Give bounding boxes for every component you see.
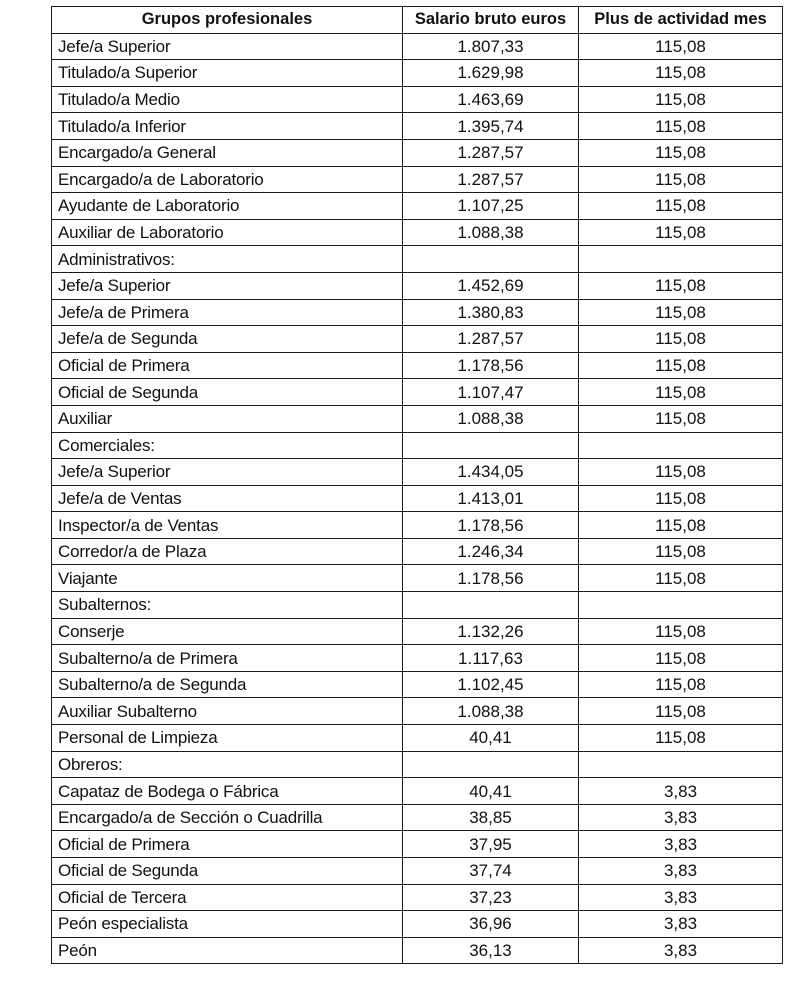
cell-plus: 115,08 [579,485,783,512]
table-row [52,937,783,964]
cell-plus: 115,08 [579,459,783,486]
cell-salario: 1.117,63 [403,645,579,672]
cell-plus: 115,08 [579,565,783,592]
cell-plus: 115,08 [579,219,783,246]
cell-plus [579,751,783,778]
cell-salario: 1.102,45 [403,671,579,698]
cell-plus: 3,83 [579,911,783,938]
cell-plus: 3,83 [579,884,783,911]
cell-salario: 36,13 [403,937,579,964]
cell-grupo: Encargado/a de Sección o Cuadrilla [52,804,403,831]
cell-salario: 1.287,57 [403,166,579,193]
salary-table [51,6,783,964]
table-row [52,33,783,60]
cell-salario: 1.088,38 [403,698,579,725]
cell-grupo: Auxiliar de Laboratorio [52,219,403,246]
cell-plus: 115,08 [579,538,783,565]
table-row [52,804,783,831]
cell-grupo: Encargado/a de Laboratorio [52,166,403,193]
table-row [52,618,783,645]
section-header-row [52,592,783,619]
header-salario: Salario bruto euros [403,7,579,34]
cell-salario: 40,41 [403,725,579,752]
cell-salario: 37,95 [403,831,579,858]
header-grupos: Grupos profesionales [52,7,403,34]
cell-plus: 115,08 [579,645,783,672]
cell-salario: 37,74 [403,858,579,885]
cell-grupo: Conserje [52,618,403,645]
cell-plus: 115,08 [579,113,783,140]
cell-plus: 115,08 [579,512,783,539]
table-row [52,379,783,406]
table-row [52,671,783,698]
table-row [52,538,783,565]
cell-plus: 115,08 [579,166,783,193]
cell-grupo: Subalterno/a de Primera [52,645,403,672]
cell-grupo: Jefe/a de Segunda [52,326,403,353]
cell-salario: 1.088,38 [403,219,579,246]
cell-salario: 1.178,56 [403,565,579,592]
cell-salario: 1.629,98 [403,60,579,87]
cell-plus: 3,83 [579,804,783,831]
cell-plus: 115,08 [579,299,783,326]
cell-plus: 115,08 [579,618,783,645]
section-header-row [52,751,783,778]
cell-grupo: Jefe/a de Ventas [52,485,403,512]
cell-salario [403,246,579,273]
cell-salario: 1.807,33 [403,33,579,60]
cell-plus: 3,83 [579,778,783,805]
cell-plus: 3,83 [579,831,783,858]
cell-salario [403,751,579,778]
cell-grupo: Encargado/a General [52,139,403,166]
cell-salario: 1.178,56 [403,512,579,539]
cell-salario [403,592,579,619]
table-row [52,352,783,379]
header-plus: Plus de actividad mes [579,7,783,34]
cell-plus: 115,08 [579,60,783,87]
cell-salario [403,432,579,459]
cell-grupo: Jefe/a Superior [52,272,403,299]
cell-salario: 1.380,83 [403,299,579,326]
cell-plus: 115,08 [579,671,783,698]
cell-grupo: Viajante [52,565,403,592]
cell-plus [579,592,783,619]
cell-grupo: Capataz de Bodega o Fábrica [52,778,403,805]
table-row [52,831,783,858]
cell-grupo: Ayudante de Laboratorio [52,193,403,220]
cell-grupo: Jefe/a Superior [52,33,403,60]
cell-plus: 115,08 [579,352,783,379]
table-row [52,884,783,911]
cell-plus [579,432,783,459]
section-header-row [52,246,783,273]
cell-grupo: Auxiliar Subalterno [52,698,403,725]
table-row [52,698,783,725]
cell-salario: 40,41 [403,778,579,805]
cell-grupo: Peón especialista [52,911,403,938]
table-row [52,219,783,246]
section-header-row [52,432,783,459]
table-row [52,139,783,166]
table-row [52,858,783,885]
cell-salario: 1.434,05 [403,459,579,486]
cell-plus: 3,83 [579,937,783,964]
cell-grupo: Titulado/a Inferior [52,113,403,140]
cell-grupo: Oficial de Tercera [52,884,403,911]
cell-grupo: Auxiliar [52,405,403,432]
cell-grupo: Oficial de Primera [52,352,403,379]
cell-salario: 1.107,47 [403,379,579,406]
cell-grupo: Jefe/a Superior [52,459,403,486]
table-row [52,272,783,299]
table-row [52,725,783,752]
table-row [52,193,783,220]
cell-grupo: Comerciales: [52,432,403,459]
cell-salario: 1.287,57 [403,326,579,353]
table-row [52,512,783,539]
table-row [52,60,783,87]
cell-salario: 1.088,38 [403,405,579,432]
cell-salario: 1.246,34 [403,538,579,565]
cell-plus: 115,08 [579,272,783,299]
table-body [52,33,783,964]
cell-grupo: Oficial de Segunda [52,379,403,406]
table-row [52,326,783,353]
cell-grupo: Titulado/a Superior [52,60,403,87]
table-row [52,166,783,193]
table-row [52,113,783,140]
cell-plus: 115,08 [579,725,783,752]
cell-grupo: Oficial de Primera [52,831,403,858]
cell-grupo: Administrativos: [52,246,403,273]
table-row [52,565,783,592]
cell-grupo: Corredor/a de Plaza [52,538,403,565]
cell-plus: 115,08 [579,698,783,725]
cell-salario: 1.463,69 [403,86,579,113]
cell-plus: 115,08 [579,33,783,60]
cell-salario: 37,23 [403,884,579,911]
cell-salario: 36,96 [403,911,579,938]
cell-salario: 1.132,26 [403,618,579,645]
cell-plus: 115,08 [579,379,783,406]
cell-salario: 1.287,57 [403,139,579,166]
cell-grupo: Jefe/a de Primera [52,299,403,326]
cell-salario: 38,85 [403,804,579,831]
cell-grupo: Subalterno/a de Segunda [52,671,403,698]
cell-grupo: Personal de Limpieza [52,725,403,752]
cell-grupo: Inspector/a de Ventas [52,512,403,539]
cell-plus: 115,08 [579,86,783,113]
cell-salario: 1.413,01 [403,485,579,512]
header-row [52,7,783,34]
cell-plus: 115,08 [579,405,783,432]
cell-salario: 1.395,74 [403,113,579,140]
cell-grupo: Subalternos: [52,592,403,619]
cell-plus [579,246,783,273]
table-row [52,911,783,938]
cell-plus: 115,08 [579,139,783,166]
table-row [52,86,783,113]
table-row [52,405,783,432]
table-row [52,299,783,326]
cell-grupo: Titulado/a Medio [52,86,403,113]
cell-grupo: Oficial de Segunda [52,858,403,885]
table-row [52,778,783,805]
cell-grupo: Obreros: [52,751,403,778]
table-row [52,459,783,486]
cell-salario: 1.107,25 [403,193,579,220]
cell-plus: 3,83 [579,858,783,885]
cell-salario: 1.178,56 [403,352,579,379]
cell-plus: 115,08 [579,326,783,353]
cell-plus: 115,08 [579,193,783,220]
cell-grupo: Peón [52,937,403,964]
cell-salario: 1.452,69 [403,272,579,299]
table-row [52,485,783,512]
table-row [52,645,783,672]
